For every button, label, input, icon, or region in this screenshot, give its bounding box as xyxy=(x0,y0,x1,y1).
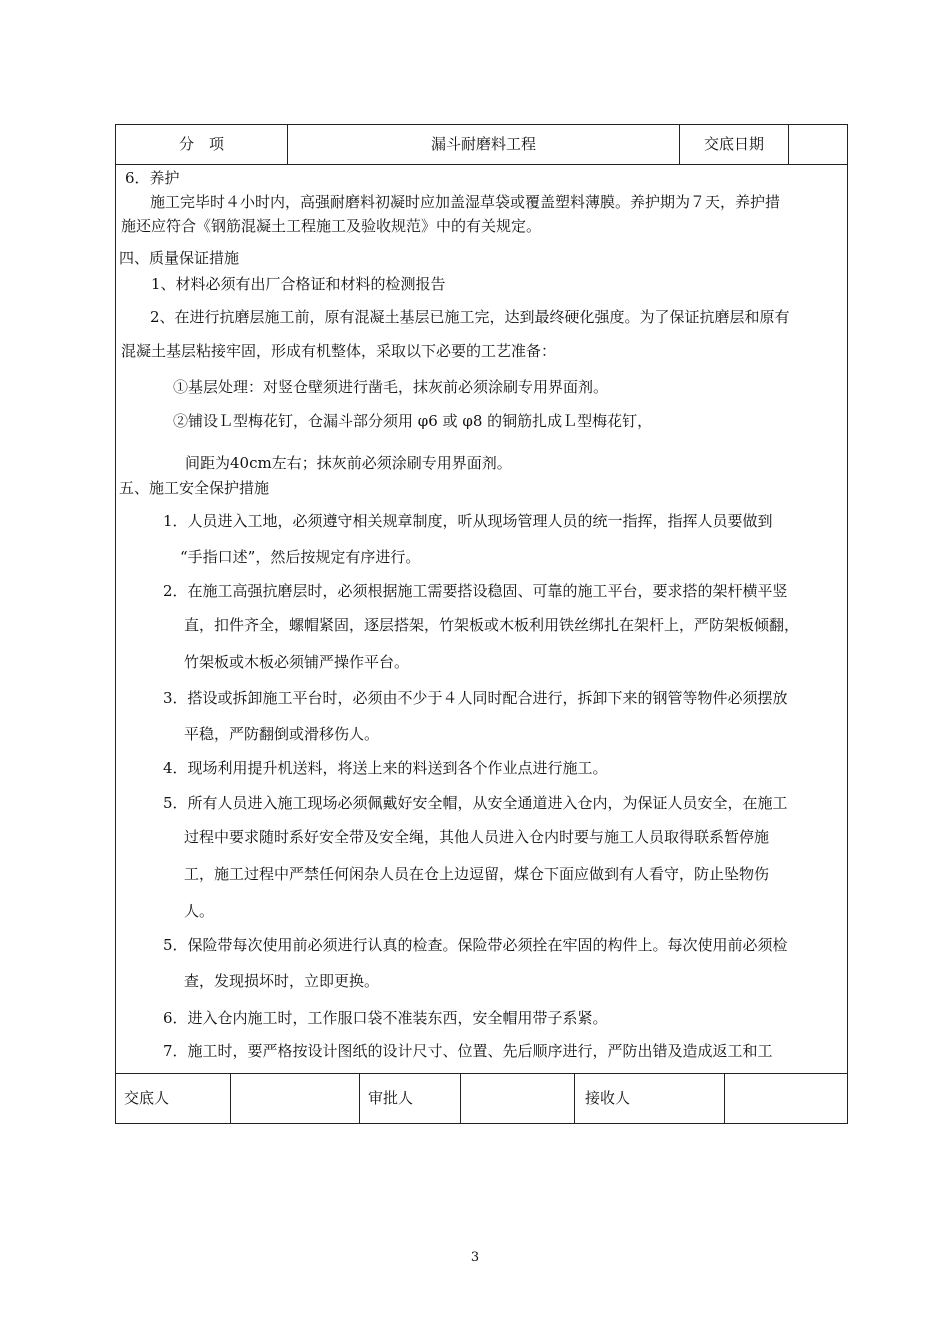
body-line: 平稳，严防翻倒或滑移伤人。 xyxy=(184,725,380,743)
signature-row xyxy=(116,1073,847,1123)
date-value xyxy=(789,125,847,164)
body-line: 6．养护 xyxy=(125,169,180,187)
body-line: 人。 xyxy=(184,902,215,920)
body-line: ②铺设Ｌ型梅花钉，仓漏斗部分须用 φ6 或 φ8 的铜筋扎成Ｌ型梅花钉， xyxy=(173,412,653,430)
body-line: 施工完毕时４小时内，高强耐磨料初凝时应加盖湿草袋或覆盖塑料薄膜。养护期为７天，养护措 xyxy=(150,193,781,211)
body-line: “手指口述”，然后按规定有序进行。 xyxy=(180,548,421,566)
body-line: 3．搭设或拆卸施工平台时，必须由不少于４人同时配合进行，拆卸下来的钢管等物件必须摆放 xyxy=(163,689,788,707)
date-label: 交底日期 xyxy=(680,125,789,164)
section-heading: 五、施工安全保护措施 xyxy=(119,479,270,497)
approver-label: 审批人 xyxy=(360,1074,461,1123)
body-line: 直，扣件齐全，螺帽紧固，逐层搭架，竹架板或木板利用铁丝绑扎在架杆上，严防架板倾翻， xyxy=(184,616,800,634)
body-line: 查，发现损坏时，立即更换。 xyxy=(184,972,380,990)
body-line: 间距为40cm左右；抹灰前必须涂刷专用界面剂。 xyxy=(185,454,512,472)
disclosure-content xyxy=(116,165,847,1075)
body-line: 工，施工过程中严禁任何闲杂人员在仓上边逗留，煤仓下面应做到有人看守，防止坠物伤 xyxy=(184,865,770,883)
body-line: 2、在进行抗磨层施工前，原有混凝土基层已施工完，达到最终硬化强度。为了保证抗磨层和原有 xyxy=(150,308,790,326)
body-line: 5．所有人员进入施工现场必须佩戴好安全帽，从安全通道进入仓内，为保证人员安全，在施工 xyxy=(163,794,788,812)
page-number: 3 xyxy=(470,1250,480,1265)
body-line: 1、材料必须有出厂合格证和材料的检测报告 xyxy=(151,275,446,293)
body-line: 竹架板或木板必须铺严操作平台。 xyxy=(184,653,410,671)
discloser-signature-field[interactable] xyxy=(231,1074,360,1123)
body-line: ①基层处理：对竖仓壁须进行凿毛，抹灰前必须涂刷专用界面剂。 xyxy=(173,378,609,396)
body-line: 4．现场利用提升机送料，将送上来的料送到各个作业点进行施工。 xyxy=(163,759,608,777)
body-line: 5．保险带每次使用前必须进行认真的检查。保险带必须拴在牢固的构件上。每次使用前必须检 xyxy=(163,936,788,954)
body-line: 过程中要求随时系好安全带及安全绳，其他人员进入仓内时要与施工人员取得联系暂停施 xyxy=(184,828,770,846)
project-name: 漏斗耐磨料工程 xyxy=(288,125,680,164)
body-line: 7．施工时，要严格按设计图纸的设计尺寸、位置、先后顺序进行，严防出错及造成返工和工 xyxy=(163,1042,773,1060)
body-line: 混凝土基层粘接牢固，形成有机整体，采取以下必要的工艺准备： xyxy=(121,342,557,360)
receiver-signature-field[interactable] xyxy=(725,1074,847,1123)
section-heading: 四、质量保证措施 xyxy=(119,249,240,267)
discloser-label: 交底人 xyxy=(116,1074,231,1123)
body-line: 2．在施工高强抗磨层时，必须根据施工需要搭设稳固、可靠的施工平台，要求搭的架杆横平竖 xyxy=(163,582,788,600)
disclosure-table xyxy=(115,124,848,1124)
body-line: 6．进入仓内施工时，工作服口袋不准装东西，安全帽用带子系紧。 xyxy=(163,1009,608,1027)
approver-signature-field[interactable] xyxy=(461,1074,575,1123)
body-line: 施还应符合《钢筋混凝土工程施工及验收规范》中的有关规定。 xyxy=(121,217,542,235)
category-label: 分 项 xyxy=(116,125,288,164)
receiver-label: 接收人 xyxy=(575,1074,725,1123)
table-header-row xyxy=(116,125,847,165)
body-line: 1．人员进入工地，必须遵守相关规章制度，听从现场管理人员的统一指挥，指挥人员要做到 xyxy=(163,512,773,530)
